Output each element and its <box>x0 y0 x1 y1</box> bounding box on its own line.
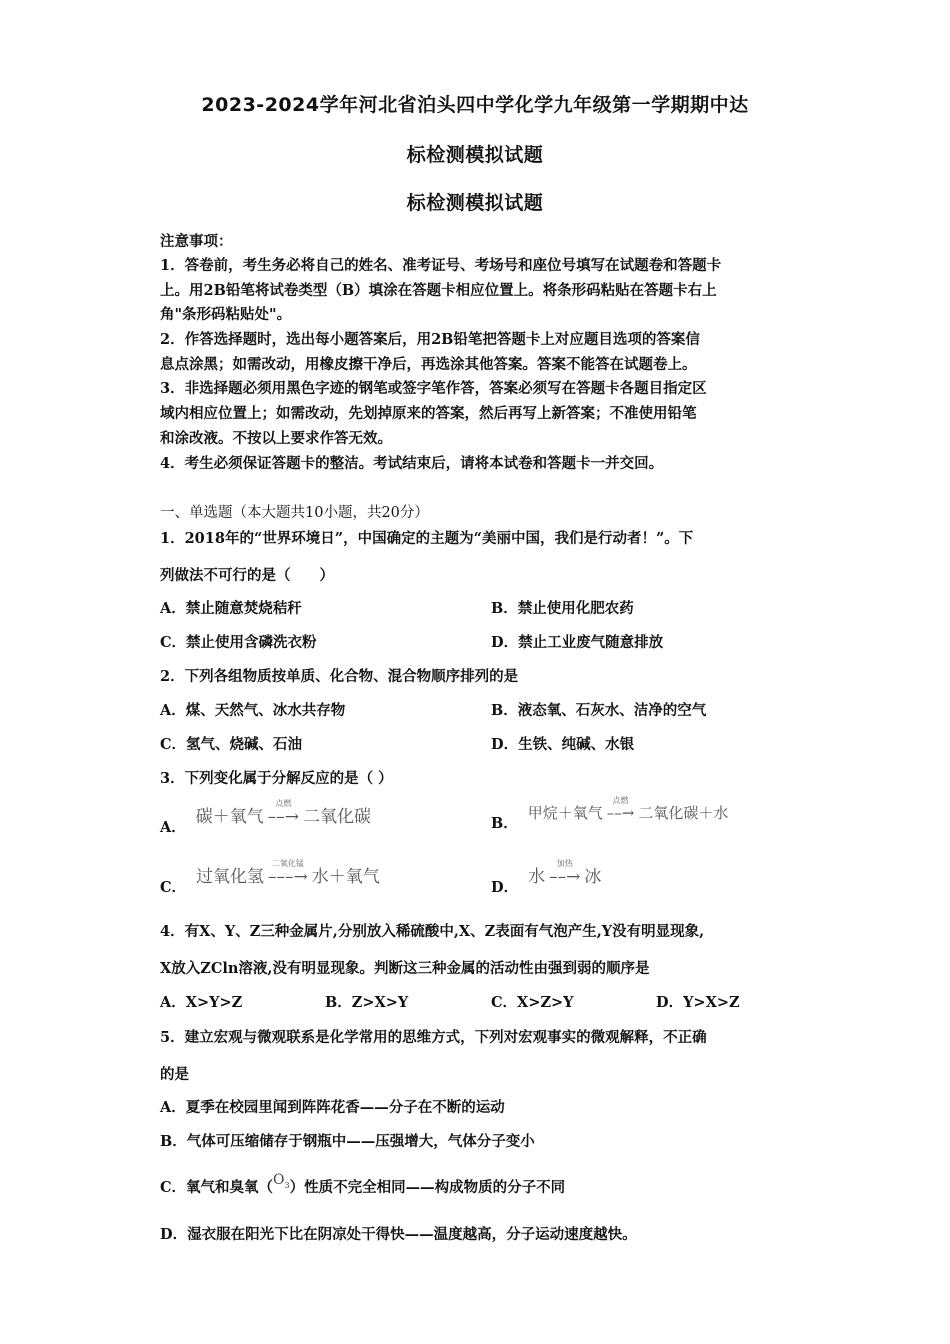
reactants: 过氧化氢 <box>196 867 265 887</box>
exam-title-line-3: 标检测模拟试题 <box>406 192 544 214</box>
question-5-option-d: D．湿衣服在阳光下比在阴凉处干得快——温度越高，分子运动速度越快。 <box>160 1226 637 1243</box>
ozone-formula: $O_3$ <box>273 1172 290 1190</box>
question-3-option-c <box>160 859 380 896</box>
question-5-option-c <box>160 1172 566 1198</box>
option-label: A． <box>160 819 186 836</box>
notice-line: 角"条形码粘贴处"。 <box>160 306 292 323</box>
reaction-equation <box>195 799 372 827</box>
notice-line: 2．作答选择题时，选出每小题答案后，用2B铅笔把答题卡上对应题目选项的答案信 <box>160 331 700 348</box>
notice-line: 4．考生必须保证答题卡的整洁。考试结束后，请将本试卷和答题卡一并交回。 <box>160 455 664 472</box>
question-5-stem: 5．建立宏观与微观联系是化学常用的思维方式，下列对宏观事实的微观解释，不正确 <box>160 1029 707 1046</box>
question-2-stem: 2．下列各组物质按单质、化合物、混合物顺序排列的是 <box>160 668 519 685</box>
exam-title-line-1: 2023-2024学年河北省泊头四中学化学九年级第一学期期中达 <box>201 94 749 116</box>
question-2-option-d: D．生铁、纯碱、水银 <box>491 736 635 753</box>
reaction-condition: 点燃 <box>275 799 292 808</box>
question-2-option-c: C．氢气、烧碱、石油 <box>160 736 303 753</box>
reaction-equation <box>196 859 380 887</box>
reaction-condition: 二氧化锰 <box>271 859 304 868</box>
notice-line: 息点涂黑；如需改动，用橡皮擦干净后，再选涂其他答案。答案不能答在试题卷上。 <box>160 356 697 373</box>
reaction-equation <box>527 796 729 822</box>
question-4-option-b: B．Z>X>Y <box>325 994 409 1011</box>
question-1-option-a: A．禁止随意焚烧秸秆 <box>160 600 302 617</box>
question-5-stem: 的是 <box>160 1066 189 1083</box>
question-3-option-d <box>491 859 602 896</box>
reactants: 水 <box>528 867 546 887</box>
question-5-option-b: B．气体可压缩储存于钢瓶中——压强增大，气体分子变小 <box>160 1133 535 1150</box>
question-3-option-a <box>160 799 372 836</box>
option-text: C．氧气和臭氧（ <box>160 1179 274 1196</box>
products: 二氧化碳 <box>303 807 372 827</box>
question-4-stem: X放入ZCln溶液,没有明显现象。判断这三种金属的活动性由强到弱的顺序是 <box>160 960 650 977</box>
reaction-condition: 点燃 <box>612 796 629 805</box>
notice-line: 3．非选择题必须用黑色字迹的钢笔或签字笔作答，答案必须写在答题卡各题目指定区 <box>160 380 707 397</box>
question-3-stem: 3．下列变化属于分解反应的是（ ） <box>160 770 393 787</box>
question-1-option-b: B．禁止使用化肥农药 <box>491 600 634 617</box>
question-4-stem: 4．有X、Y、Z三种金属片,分别放入稀硫酸中,X、Z表面有气泡产生,Y没有明显现象, <box>160 923 705 940</box>
question-2-option-b: B．液态氧、石灰水、洁净的空气 <box>491 702 707 719</box>
products: 二氧化碳＋水 <box>638 804 729 822</box>
question-1-option-d: D．禁止工业废气随意排放 <box>491 634 664 651</box>
notice-line: 和涂改液。不按以上要求作答无效。 <box>160 430 392 447</box>
notice-line: 上。用2B铅笔将试卷类型（B）填涂在答题卡相应位置上。将条形码粘贴在答题卡右上 <box>160 282 717 299</box>
reaction-arrow: 二氧化锰 –––→ <box>268 859 308 887</box>
question-1-stem: 列做法不可行的是（ ） <box>160 567 334 584</box>
notice-heading: 注意事项： <box>160 233 233 250</box>
question-4-option-c: C．X>Z>Y <box>491 994 574 1011</box>
question-1-stem: 1．2018年的“世界环境日”，中国确定的主题为“美丽中国，我们是行动者！”。下 <box>160 530 694 547</box>
reactants: 碳＋氧气 <box>195 807 264 827</box>
option-label: C． <box>160 879 187 896</box>
option-label: B． <box>491 815 518 832</box>
reaction-arrow: 点燃 ––→ <box>267 799 300 827</box>
question-3-option-b <box>491 796 729 832</box>
option-text: ）性质不完全相同——构成物质的分子不同 <box>289 1179 566 1196</box>
question-5-option-a: A．夏季在校园里闻到阵阵花香——分子在不断的运动 <box>160 1099 505 1116</box>
question-1-option-c: C．禁止使用含磷洗衣粉 <box>160 634 317 651</box>
reaction-condition: 加热 <box>556 859 573 868</box>
notice-line: 1．答卷前，考生务必将自己的姓名、准考证号、考场号和座位号填写在试题卷和答题卡 <box>160 257 722 274</box>
exam-title-line-2: 标检测模拟试题 <box>406 144 544 166</box>
option-label: D． <box>491 879 519 896</box>
notice-line: 域内相应位置上；如需改动，先划掉原来的答案，然后再写上新答案；不准使用铅笔 <box>160 405 697 422</box>
section-heading: 一、单选题（本大题共10小题，共20分） <box>160 505 429 521</box>
reaction-equation <box>528 859 602 887</box>
question-4-option-a: A．X>Y>Z <box>160 994 243 1011</box>
products: 水＋氧气 <box>311 867 380 887</box>
reaction-arrow: 加热 ––→ <box>549 859 581 887</box>
reaction-arrow: 点燃 ––→ <box>606 796 635 822</box>
question-2-option-a: A．煤、天然气、冰水共存物 <box>160 702 346 719</box>
question-4-option-d: D．Y>X>Z <box>656 994 740 1011</box>
reactants: 甲烷＋氧气 <box>527 804 603 822</box>
products: 冰 <box>584 867 602 887</box>
